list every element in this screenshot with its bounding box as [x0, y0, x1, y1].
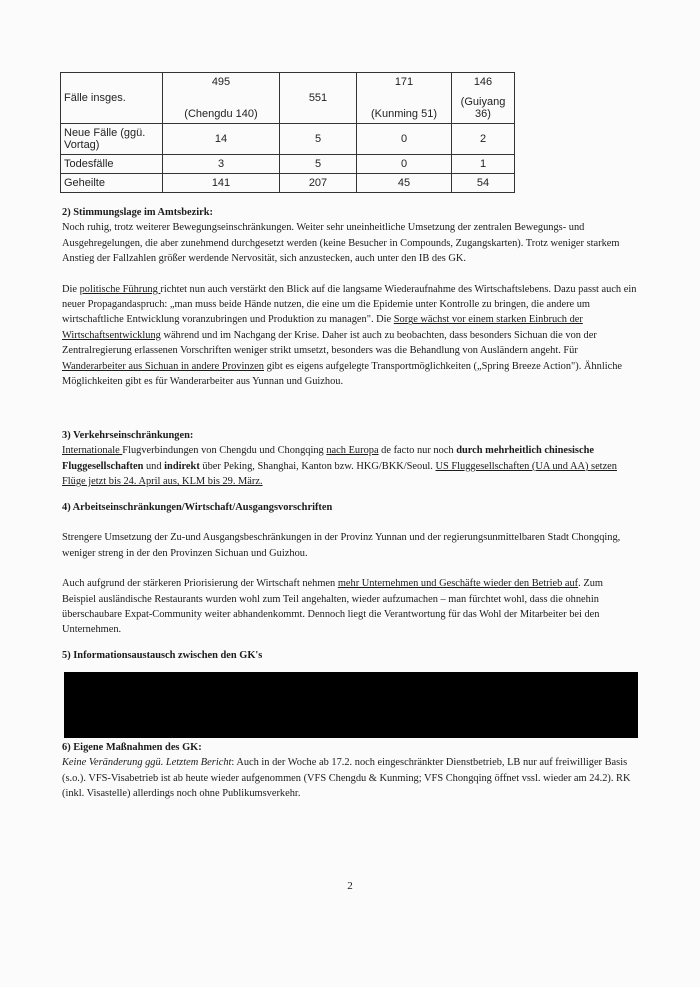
section-own-measures — [62, 740, 637, 802]
cell-note: (Kunming 51) — [370, 108, 438, 120]
section-heading: 2) Stimmungslage im Amtsbezirk: — [62, 207, 213, 218]
section-heading: 4) Arbeitseinschränkungen/Wirtschaft/Ausgangsvorschriften — [62, 502, 333, 513]
paragraph — [62, 576, 637, 638]
table-cell — [452, 73, 515, 124]
underlined-text: politische Führung — [79, 283, 161, 295]
cell-note: (Chengdu 140) — [184, 108, 258, 120]
row-label: Todesfälle — [61, 155, 163, 174]
section-mood — [62, 205, 637, 389]
redaction-block — [64, 672, 638, 738]
text-run: . Zum Beispiel ausländische Restaurants wurden wohl zum Teil angehalten, wieder aufzumachen – man fürchtet wohl, dass die ohnehin überschaubare Expat-Community weiter abhandenkommt. Dennoch liegt die Verantwortung für das Wohl der Mitarbeiter bei den Unternehmen. — [62, 578, 603, 636]
paragraph: Strengere Umsetzung der Zu-und Ausgangsbeschränkungen in der Provinz Yunnan und der regierungsunmittelbaren Stadt Chongqing, weniger streng in der den Provinzen Sichuan und Guizhou. — [62, 532, 621, 559]
underlined-text: Internationale — [62, 445, 123, 457]
table-row — [61, 155, 515, 174]
page-number: 2 — [347, 880, 353, 892]
row-label: Geheilte — [61, 174, 163, 193]
table-cell: 5 — [280, 155, 357, 174]
text-run: Flugverbindungen von Chengdu und Chongqing — [122, 445, 327, 457]
underlined-text: mehr Unternehmen und Geschäfte wieder den Betrieb auf — [337, 578, 579, 590]
table-cell: 54 — [452, 174, 515, 193]
text-run: Die — [62, 283, 80, 295]
paragraph — [62, 282, 637, 390]
text-run: während und im Nachgang der Krise. Daher ist auch zu beobachten, dass besonders Sichuan die von der Zentralregierung erlassenen Vorschriften weniger strikt umsetzt, besonders was die Behandlung von Ausländern angeht. Für — [62, 329, 597, 357]
paragraph: Noch ruhig, trotz weiterer Bewegungseinschränkungen. Weiter sehr uneinheitliche Umsetzung der zentralen Bewegungs- und Ausgehregelungen, die aber zunehmend durchgesetzt werden (keine Besucher in Compounds, Zugangskarten). Trotz weniger starkem Anstieg der Fallzahlen größer werdende Nervosität, sich anzustecken, auch unter den IB des GK. — [62, 222, 620, 265]
bold-text: durch mehrheitlich chinesische Fluggesellschaften — [62, 445, 594, 472]
cell-value: 495 — [211, 76, 231, 88]
table-cell: 3 — [163, 155, 280, 174]
underlined-text: nach Europa — [326, 445, 379, 457]
italic-text: Keine Veränderung ggü. Letztem Bericht — [62, 757, 232, 769]
section-heading: 3) Verkehrseinschränkungen: — [62, 430, 194, 441]
table-cell: 0 — [357, 155, 452, 174]
table-row — [61, 124, 515, 155]
table-cell: 0 — [357, 124, 452, 155]
table-cell: 45 — [357, 174, 452, 193]
table-cell: 551 — [280, 73, 357, 124]
section-heading: 6) Eigene Maßnahmen des GK: — [62, 742, 202, 753]
paragraph — [62, 755, 637, 801]
underlined-text: Sorge wächst vor einem starken Einbruch der Wirtschaftsentwicklung — [62, 314, 583, 341]
section-heading: 5) Informationsaustausch zwischen den GK's — [62, 650, 263, 661]
table-cell: 207 — [280, 174, 357, 193]
table-row — [61, 174, 515, 193]
table-cell: 141 — [163, 174, 280, 193]
cell-note: (Guiyang 36) — [460, 96, 506, 120]
underlined-text: Wanderarbeiter aus Sichuan in andere Provinzen — [62, 360, 264, 372]
cell-value: 146 — [473, 76, 493, 88]
bold-text: indirekt — [164, 460, 200, 472]
underlined-text: US Fluggesellschaften (UA und AA) setzen Flüge jetzt bis 24. April aus, KLM bis 29. März. — [62, 460, 617, 488]
text-run: : Auch in der Woche ab 17.2. noch eingeschränkter Dienstbetrieb, LB nur auf freiwilliger Basis (s.o.). VFS-Visabetrieb ist ab heute wieder aufgenommen (VFS Chengdu & Kunming; VFS Chongqing öffnet vssl. wieder am 24.2). RK (inkl. Visastelle) allerdings noch ohne Publikumsverkehr. — [62, 757, 631, 800]
table-cell — [357, 73, 452, 124]
table-cell — [163, 73, 280, 124]
table-cell: 1 — [452, 155, 515, 174]
table-cell: 14 — [163, 124, 280, 155]
section-info-exchange — [62, 648, 637, 663]
text-run: richtet nun auch verstärkt den Blick auf die langsame Wiederaufnahme des Wirtschaftslebens. Dazu passt auch ein neuer Propagandaspruch: „man muss beide Hände nutzen, die eine um die Epidemie unter Kontrolle zu bringen, die andere um wirtschaftliche Entwicklung voranzubringen und Produktion zu managen". Die — [62, 283, 637, 326]
table-row — [61, 73, 515, 124]
section-work — [62, 500, 637, 638]
cell-value: 171 — [394, 76, 414, 88]
paragraph — [62, 443, 637, 489]
row-label: Fälle insges. — [61, 73, 163, 124]
text-run: und — [143, 460, 165, 472]
case-statistics-table — [60, 72, 515, 193]
table-cell: 2 — [452, 124, 515, 155]
table-cell: 5 — [280, 124, 357, 155]
text-run: gibt es eigens aufgelegte Transportmöglichkeiten („Spring Breeze Action"). Ähnliche Möglichkeiten gibt es für Wanderarbeiter aus Yunnan und Guizhou. — [62, 360, 623, 388]
text-run: Auch aufgrund der stärkeren Priorisierung der Wirtschaft nehmen — [62, 578, 338, 590]
row-label: Neue Fälle (ggü. Vortag) — [61, 124, 163, 155]
text-run: über Peking, Shanghai, Kanton bzw. HKG/BKK/Seoul. — [199, 460, 436, 472]
section-traffic — [62, 428, 637, 490]
text-run: de facto nur noch — [378, 445, 457, 457]
